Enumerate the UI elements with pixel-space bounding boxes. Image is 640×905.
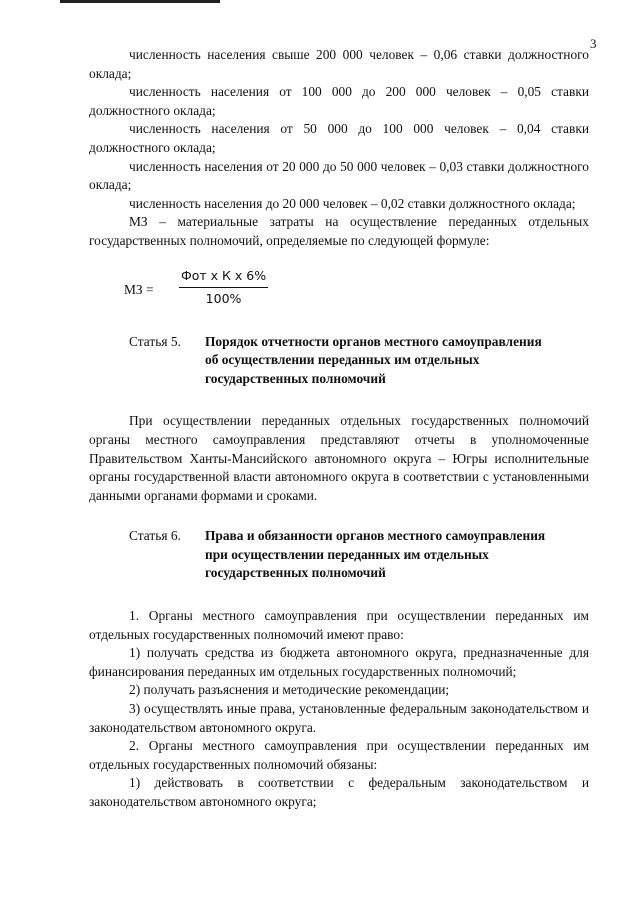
formula-denominator: 100% xyxy=(205,291,242,307)
paragraph: численность населения от 50 000 до 100 000 человек – 0,04 ставки должностного оклада; xyxy=(89,121,589,155)
article-5-title-line: об осуществлении переданных им отдельных xyxy=(205,352,480,368)
article-6-title-line: государственных полномочий xyxy=(205,565,386,581)
article-6-title-line: Права и обязанности органов местного самоуправления xyxy=(205,528,546,544)
top-rule xyxy=(60,0,220,3)
article-5-title-line: Порядок отчетности органов местного самоуправления xyxy=(205,333,542,349)
paragraph: численность населения до 20 000 человек – 0,02 ставки должностного оклада; xyxy=(129,195,576,211)
formula xyxy=(89,267,589,313)
paragraph-group-rates xyxy=(89,46,589,251)
paragraph: 1. Органы местного самоуправления при осуществлении переданных им отдельных государственных полномочий имеют право: xyxy=(89,608,589,642)
article-6-heading xyxy=(89,527,589,583)
article-6-title-line: при осуществлении переданных им отдельных xyxy=(205,546,489,562)
article-5-heading xyxy=(89,333,589,389)
paragraph: численность населения от 100 000 до 200 000 человек – 0,05 ставки должностного оклада; xyxy=(89,84,589,118)
paragraph: 1) действовать в соответствии с федеральным законодательством и законодательством автономного округа; xyxy=(89,775,589,809)
article-6-label: Статья 6. xyxy=(129,528,181,544)
formula-numerator: Фот х К х 6% xyxy=(181,267,267,283)
paragraph: При осуществлении переданных отдельных государственных полномочий органы местного самоуправления представляют отчеты в уполномоченные Правительством Ханты-Мансийского автономного округа – Югры исполнительные органы государственной власти автономного округа в соответствии с установленными данными органами формами и сроками. xyxy=(89,413,589,503)
formula-lhs: МЗ = xyxy=(124,281,154,297)
paragraph: МЗ – материальные затраты на осуществление переданных отдельных государственных полномочий, определяемые по следующей формуле: xyxy=(89,214,589,248)
paragraph: численность населения свыше 200 000 человек – 0,06 ставки должностного оклада; xyxy=(89,47,589,81)
paragraph-group-reporting xyxy=(89,412,589,505)
paragraph: 2. Органы местного самоуправления при осуществлении переданных им отдельных государственных полномочий обязаны: xyxy=(89,738,589,772)
document-body xyxy=(89,46,589,812)
article-5-label: Статья 5. xyxy=(129,333,181,349)
paragraph: численность населения от 20 000 до 50 000 человек – 0,03 ставки должностного оклада; xyxy=(89,158,589,193)
article-5-title-line: государственных полномочий xyxy=(205,370,386,386)
paragraph: 1) получать средства из бюджета автономного округа, предназначенные для финансирования переданных им отдельных государственных полномочий; xyxy=(89,645,589,679)
paragraph-group-rights xyxy=(89,607,589,812)
formula-fraction xyxy=(179,267,268,309)
paragraph: 2) получать разъяснения и методические рекомендации; xyxy=(129,682,450,698)
paragraph: 3) осуществлять иные права, установленные федеральным законодательством и законодательством автономного округа. xyxy=(89,701,589,735)
page-number: 3 xyxy=(590,36,597,51)
